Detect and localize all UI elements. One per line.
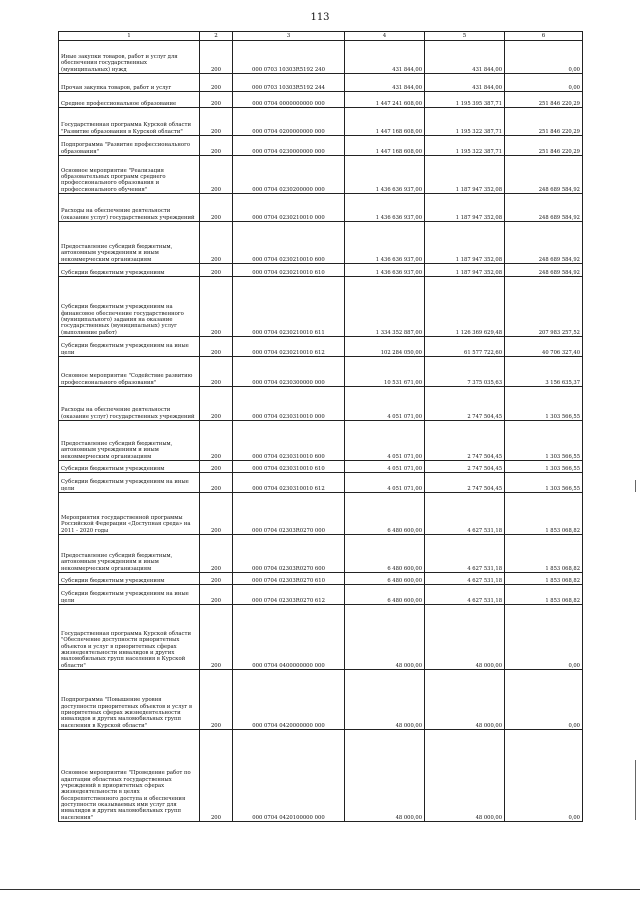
row-vr: 200 (200, 535, 233, 573)
table-row (59, 461, 583, 473)
row-approved: 1 436 636 937,00 (345, 222, 425, 264)
row-executed: 2 747 504,45 (425, 387, 505, 421)
row-approved: 6 480 600,00 (345, 535, 425, 573)
table-row (59, 108, 583, 136)
row-approved: 431 844,00 (345, 74, 425, 92)
row-vr: 200 (200, 605, 233, 670)
table-row (59, 92, 583, 108)
row-approved: 6 480 600,00 (345, 585, 425, 605)
header-col-2: 2 (200, 32, 233, 41)
row-vr: 200 (200, 473, 233, 493)
row-executed: 61 577 722,60 (425, 337, 505, 357)
row-name: Подпрограмма "Повышение уровня доступности приоритетных объектов и услуг в приоритетных сферах жизнедеятельности инвалидов и других маломобильных групп населения в Курской области" (59, 670, 200, 730)
table-row (59, 573, 583, 585)
row-code: 000 0704 0230210010 600 (233, 222, 345, 264)
row-executed: 48 000,00 (425, 605, 505, 670)
row-executed: 431 844,00 (425, 74, 505, 92)
row-vr: 200 (200, 421, 233, 461)
row-code: 000 0704 0230210010 612 (233, 337, 345, 357)
row-executed: 1 195 395 387,71 (425, 92, 505, 108)
row-vr: 200 (200, 493, 233, 535)
row-name: Основное мероприятие "Реализация образовательных программ среднего профессионального образования и профессионального обучения" (59, 156, 200, 194)
row-remainder: 1 853 068,82 (505, 585, 583, 605)
row-code: 000 0704 0230310010 612 (233, 473, 345, 493)
row-name: Государственная программа Курской области "Развитие образования в Курской области" (59, 108, 200, 136)
row-name: Субсидии бюджетным учреждениям (59, 461, 200, 473)
row-name: Субсидии бюджетным учреждениям на иные цели (59, 473, 200, 493)
row-code: 000 0704 02303R0270 000 (233, 493, 345, 535)
row-code: 000 0704 0420000000 000 (233, 670, 345, 730)
table-row (59, 277, 583, 337)
row-remainder: 40 706 327,40 (505, 337, 583, 357)
row-remainder: 248 689 584,92 (505, 222, 583, 264)
row-remainder: 1 303 566,55 (505, 473, 583, 493)
row-vr: 200 (200, 41, 233, 74)
row-code: 000 0704 0230310010 000 (233, 387, 345, 421)
row-code: 000 0704 0230310010 610 (233, 461, 345, 473)
row-code: 000 0704 0230300000 000 (233, 357, 345, 387)
row-vr: 200 (200, 92, 233, 108)
row-approved: 10 531 671,00 (345, 357, 425, 387)
row-executed: 1 195 322 387,71 (425, 108, 505, 136)
row-executed: 48 000,00 (425, 670, 505, 730)
row-name: Субсидии бюджетным учреждениям (59, 573, 200, 585)
table-row (59, 337, 583, 357)
row-remainder: 251 846 220,29 (505, 108, 583, 136)
row-remainder: 0,00 (505, 605, 583, 670)
row-name: Предоставление субсидий бюджетным, автономным учреждениям и иным некоммерческим организациям (59, 421, 200, 461)
row-name: Расходы на обеспечение деятельности (оказание услуг) государственных учреждений (59, 387, 200, 421)
row-vr: 200 (200, 337, 233, 357)
row-code: 000 0704 0230310010 600 (233, 421, 345, 461)
row-vr: 200 (200, 670, 233, 730)
row-executed: 48 000,00 (425, 730, 505, 822)
row-executed: 1 187 947 352,08 (425, 264, 505, 277)
row-remainder: 1 303 566,55 (505, 387, 583, 421)
row-vr: 200 (200, 387, 233, 421)
table-row (59, 41, 583, 74)
budget-execution-table (58, 31, 583, 822)
row-name: Мероприятия государственной программы Российской Федерации «Доступная среда» на 2011 - 2020 годы (59, 493, 200, 535)
row-remainder: 0,00 (505, 74, 583, 92)
row-remainder: 251 846 220,29 (505, 92, 583, 108)
row-vr: 200 (200, 585, 233, 605)
table-row (59, 535, 583, 573)
row-vr: 200 (200, 108, 233, 136)
row-executed: 1 187 947 352,08 (425, 156, 505, 194)
row-executed: 1 187 947 352,08 (425, 194, 505, 222)
row-approved: 48 000,00 (345, 670, 425, 730)
table-row (59, 670, 583, 730)
row-remainder: 1 853 068,82 (505, 493, 583, 535)
row-name: Среднее профессиональное образование (59, 92, 200, 108)
row-code: 000 0704 02303R0270 612 (233, 585, 345, 605)
row-name: Подпрограмма "Развитие профессионального образования" (59, 136, 200, 156)
header-col-6: 6 (505, 32, 583, 41)
row-approved: 1 447 168 608,00 (345, 136, 425, 156)
row-executed: 1 187 947 352,08 (425, 222, 505, 264)
row-remainder: 3 156 635,37 (505, 357, 583, 387)
table-row (59, 473, 583, 493)
row-remainder: 0,00 (505, 730, 583, 822)
row-code: 000 0704 0230000000 000 (233, 136, 345, 156)
row-remainder: 1 303 566,55 (505, 461, 583, 473)
table-row (59, 730, 583, 822)
row-executed: 2 747 504,45 (425, 473, 505, 493)
row-remainder: 251 846 220,29 (505, 136, 583, 156)
row-remainder: 0,00 (505, 670, 583, 730)
row-vr: 200 (200, 277, 233, 337)
row-name: Прочая закупка товаров, работ и услуг (59, 74, 200, 92)
row-approved: 1 436 636 937,00 (345, 156, 425, 194)
header-col-4: 4 (345, 32, 425, 41)
table-row (59, 74, 583, 92)
row-code: 000 0704 0400000000 000 (233, 605, 345, 670)
row-vr: 200 (200, 461, 233, 473)
row-approved: 1 436 636 937,00 (345, 194, 425, 222)
row-approved: 431 844,00 (345, 41, 425, 74)
row-remainder: 248 689 584,92 (505, 194, 583, 222)
row-approved: 4 051 071,00 (345, 387, 425, 421)
row-vr: 200 (200, 573, 233, 585)
row-vr: 200 (200, 730, 233, 822)
row-name: Основное мероприятие "Проведение работ по адаптации областных государственных учреждений в приоритетных сферах жизнедеятельности в целях беспрепятственного доступа и обеспечения доступности оказываемых ими услуг для инвалидов и других маломобильных групп населения" (59, 730, 200, 822)
row-name: Предоставление субсидий бюджетным, автономным учреждениям и иным некоммерческим организациям (59, 222, 200, 264)
row-code: 000 0704 0230210010 611 (233, 277, 345, 337)
row-approved: 6 480 600,00 (345, 493, 425, 535)
row-approved: 4 051 071,00 (345, 461, 425, 473)
row-remainder: 1 853 068,82 (505, 535, 583, 573)
row-vr: 200 (200, 194, 233, 222)
row-vr: 200 (200, 74, 233, 92)
row-vr: 200 (200, 136, 233, 156)
row-name: Основное мероприятие "Содействие развитию профессионального образования" (59, 357, 200, 387)
row-vr: 200 (200, 222, 233, 264)
row-approved: 48 000,00 (345, 605, 425, 670)
table-row (59, 222, 583, 264)
row-code: 000 0704 0420100000 000 (233, 730, 345, 822)
row-name: Расходы на обеспечение деятельности (оказание услуг) государственных учреждений (59, 194, 200, 222)
table-row (59, 421, 583, 461)
header-col-1: 1 (59, 32, 200, 41)
row-remainder: 248 689 584,92 (505, 264, 583, 277)
row-name: Субсидии бюджетным учреждениям на иные цели (59, 337, 200, 357)
table-row (59, 387, 583, 421)
table-row (59, 136, 583, 156)
scan-edge-mark (635, 480, 636, 492)
page-number: 113 (310, 12, 330, 23)
row-approved: 1 447 168 608,00 (345, 108, 425, 136)
row-executed: 431 844,00 (425, 41, 505, 74)
row-code: 000 0703 10303R5192 240 (233, 41, 345, 74)
row-code: 000 0704 02303R0270 610 (233, 573, 345, 585)
row-executed: 4 627 531,18 (425, 493, 505, 535)
row-executed: 1 126 369 629,48 (425, 277, 505, 337)
page-bottom-rule (0, 889, 640, 890)
row-approved: 102 284 050,00 (345, 337, 425, 357)
row-code: 000 0704 0230210010 610 (233, 264, 345, 277)
row-executed: 2 747 504,45 (425, 461, 505, 473)
row-code: 000 0703 10303R5192 244 (233, 74, 345, 92)
table-row (59, 493, 583, 535)
row-vr: 200 (200, 156, 233, 194)
row-approved: 4 051 071,00 (345, 473, 425, 493)
table-row (59, 194, 583, 222)
row-executed: 4 627 531,18 (425, 573, 505, 585)
row-executed: 4 627 531,18 (425, 535, 505, 573)
row-remainder: 1 853 068,82 (505, 573, 583, 585)
row-approved: 1 447 241 608,00 (345, 92, 425, 108)
row-approved: 6 480 600,00 (345, 573, 425, 585)
row-approved: 1 436 636 937,00 (345, 264, 425, 277)
row-vr: 200 (200, 264, 233, 277)
header-col-3: 3 (233, 32, 345, 41)
table-row (59, 357, 583, 387)
row-name: Иные закупки товаров, работ и услуг для обеспечения государственных (муниципальных) нужд (59, 41, 200, 74)
table-header-row (59, 32, 583, 41)
table-row (59, 156, 583, 194)
table-row (59, 264, 583, 277)
row-remainder: 207 983 257,52 (505, 277, 583, 337)
row-executed: 7 375 035,63 (425, 357, 505, 387)
row-code: 000 0704 0000000000 000 (233, 92, 345, 108)
row-code: 000 0704 0200000000 000 (233, 108, 345, 136)
table-row (59, 605, 583, 670)
row-name: Субсидии бюджетным учреждениям на иные цели (59, 585, 200, 605)
row-approved: 4 051 071,00 (345, 421, 425, 461)
row-remainder: 1 303 566,55 (505, 421, 583, 461)
row-name: Государственная программа Курской области "Обеспечение доступности приоритетных объектов и услуг в приоритетных сферах жизнедеятельности инвалидов и других маломобильных групп населения в Курской области" (59, 605, 200, 670)
row-code: 000 0704 0230200000 000 (233, 156, 345, 194)
row-code: 000 0704 0230210010 000 (233, 194, 345, 222)
row-name: Субсидии бюджетным учреждениям (59, 264, 200, 277)
row-remainder: 248 689 584,92 (505, 156, 583, 194)
scan-edge-mark (635, 760, 636, 820)
row-executed: 2 747 504,45 (425, 421, 505, 461)
header-col-5: 5 (425, 32, 505, 41)
row-approved: 48 000,00 (345, 730, 425, 822)
row-remainder: 0,00 (505, 41, 583, 74)
row-executed: 4 627 531,18 (425, 585, 505, 605)
table-row (59, 585, 583, 605)
row-executed: 1 195 322 387,71 (425, 136, 505, 156)
row-name: Субсидии бюджетным учреждениям на финансовое обеспечение государственного (муниципального) задания на оказание государственных (муниципальных) услуг (выполнение работ) (59, 277, 200, 337)
row-approved: 1 334 352 887,00 (345, 277, 425, 337)
row-code: 000 0704 02303R0270 600 (233, 535, 345, 573)
row-vr: 200 (200, 357, 233, 387)
row-name: Предоставление субсидий бюджетным, автономным учреждениям и иным некоммерческим организациям (59, 535, 200, 573)
